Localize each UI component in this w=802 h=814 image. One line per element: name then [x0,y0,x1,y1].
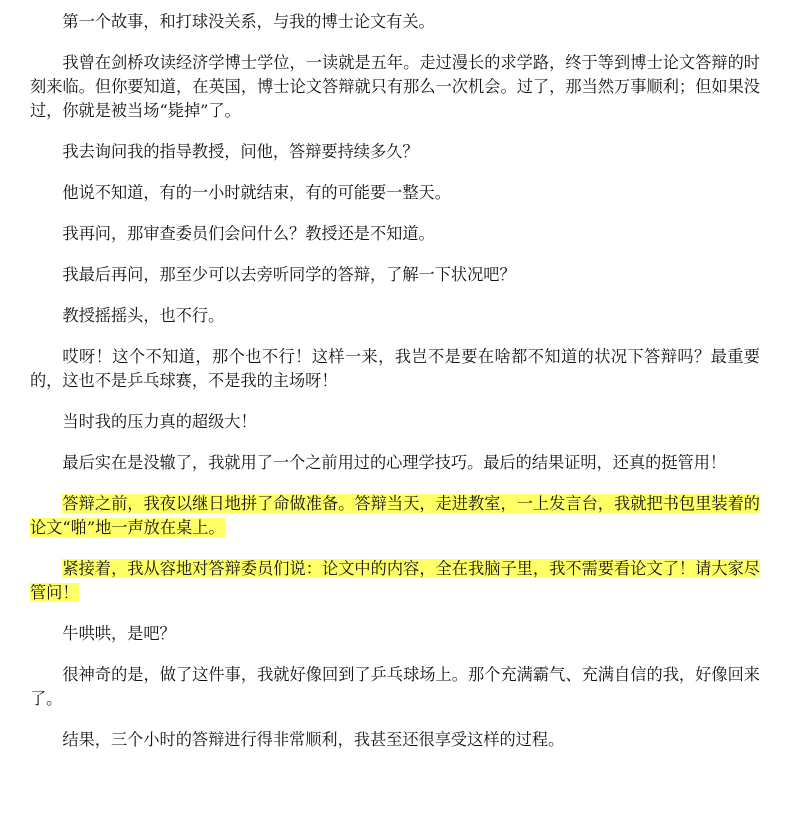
paragraph-13 [30,622,760,646]
paragraph-15-text: 结果，三个小时的答辩进行得非常顺利，我甚至还很享受这样的过程。 [62,730,565,749]
paragraph-1 [30,10,760,34]
paragraph-5 [30,222,760,246]
paragraph-9 [30,410,760,434]
paragraph-6-text: 我最后再问，那至少可以去旁听同学的答辩，了解一下状况吧？ [62,265,516,284]
paragraph-3-text: 我去询问我的指导教授，问他，答辩要持续多久？ [62,142,419,161]
paragraph-13-text: 牛哄哄，是吧？ [62,624,176,643]
paragraph-4 [30,181,760,205]
paragraph-4-text: 他说不知道，有的一小时就结束，有的可能要一整天。 [62,183,451,202]
paragraph-11-highlighted [30,492,760,540]
paragraph-10 [30,451,760,475]
paragraph-8-text: 哎呀！这个不知道，那个也不行！这样一来，我岂不是要在啥都不知道的状况下答辩吗？最重要的，这也不是乒乓球赛，不是我的主场呀！ [30,347,760,390]
paragraph-6 [30,263,760,287]
paragraph-14-text: 很神奇的是，做了这件事，我就好像回到了乒乓球场上。那个充满霸气、充满自信的我，好像回来了。 [30,665,760,708]
paragraph-12-text: 紧接着，我从容地对答辩委员们说：论文中的内容，全在我脑子里，我不需要看论文了！请大家尽管问！ [30,559,760,602]
paragraph-10-text: 最后实在是没辙了，我就用了一个之前用过的心理学技巧。最后的结果证明，还真的挺管用！ [62,453,727,472]
paragraph-9-text: 当时我的压力真的超级大！ [62,412,257,431]
paragraph-7-text: 教授摇摇头，也不行。 [62,306,225,325]
paragraph-2-text: 我曾在剑桥攻读经济学博士学位，一读就是五年。走过漫长的求学路，终于等到博士论文答辩的时刻来临。但你要知道，在英国，博士论文答辩就只有那么一次机会。过了，那当然万事顺利；但如果没过，你就是被当场“毙掉”了。 [30,53,760,120]
paragraph-7 [30,304,760,328]
paragraph-5-text: 我再问，那审查委员们会问什么？教授还是不知道。 [62,224,435,243]
paragraph-1-text: 第一个故事，和打球没关系，与我的博士论文有关。 [62,12,435,31]
paragraph-15 [30,728,760,752]
paragraph-2 [30,51,760,123]
paragraph-3 [30,140,760,164]
paragraph-12-highlighted [30,557,760,605]
paragraph-8 [30,345,760,393]
paragraph-14 [30,663,760,711]
paragraph-11-text: 答辩之前，我夜以继日地拼了命做准备。答辩当天，走进教室，一上发言台，我就把书包里装着的论文“啪”地一声放在桌上。 [30,494,760,537]
document-body [30,10,760,769]
